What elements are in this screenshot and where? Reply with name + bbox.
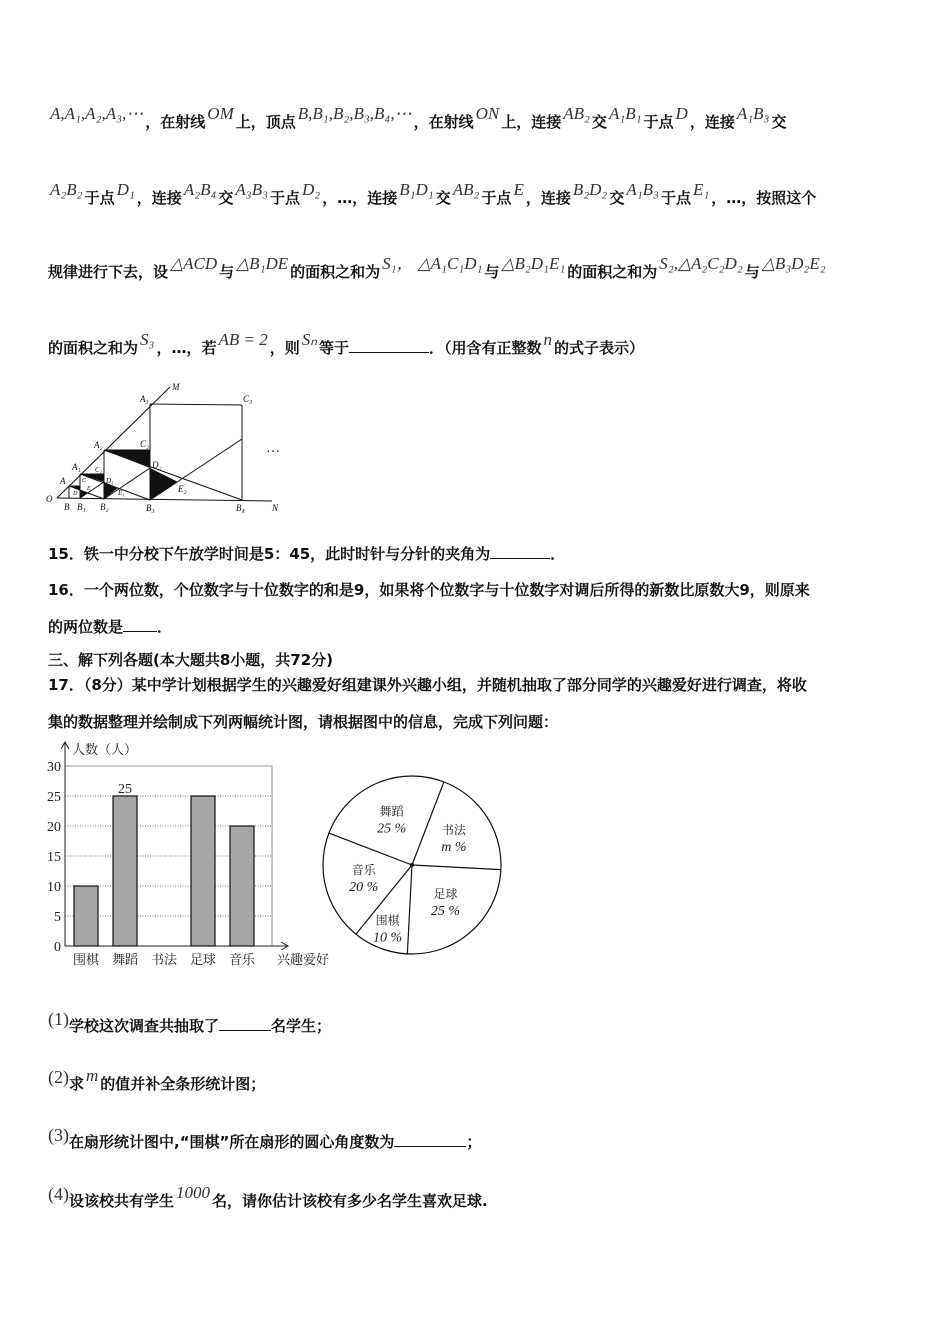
label-B2: B₂	[100, 502, 109, 512]
text: 交	[771, 113, 787, 131]
math-expression: A₁B₁	[608, 104, 642, 123]
text: 学校这次调查共抽取了	[69, 1017, 220, 1035]
bar-舞蹈	[113, 796, 137, 946]
label-D1: D₁	[106, 477, 114, 485]
label-N: N	[272, 503, 279, 513]
text: 名学生；	[271, 1017, 332, 1035]
math-expression: A₁B₃	[736, 104, 770, 123]
math-expression: D₁	[116, 180, 135, 199]
question-16-line-2	[48, 617, 910, 637]
math-expression: n	[543, 330, 553, 349]
label-B4: B₄	[236, 503, 245, 513]
answer-blank	[349, 338, 429, 353]
math-expression: △B₂D₁E₁	[501, 254, 566, 273]
y-tick-label: 0	[54, 940, 61, 955]
subquestion-number: (2)	[48, 1067, 69, 1087]
text: 上，连接	[501, 113, 562, 131]
pie-slice-value: 10 %	[373, 930, 403, 946]
text: 的面积之和为	[48, 339, 139, 357]
text: 的面积之和为	[567, 263, 658, 281]
x-axis-label: 兴趣爱好	[277, 952, 330, 967]
pie-slice-value: 20 %	[349, 879, 379, 895]
text: ，在射线	[145, 113, 206, 131]
text: 与	[744, 263, 760, 281]
text: 与	[219, 263, 235, 281]
text: 求	[69, 1075, 85, 1093]
pie-center	[410, 863, 414, 867]
subquestion-1	[48, 1009, 910, 1036]
label-C: C	[82, 478, 87, 484]
label-E2: E₂	[178, 484, 187, 494]
text: 15．铁一中分校下午放学时间是5：45，此时时针与分针的夹角为	[48, 545, 491, 563]
math-expression: S₂,△A₂C₂D₂	[659, 254, 743, 273]
label-C1: C₁	[95, 466, 103, 474]
math-expression: B₂D₂	[572, 180, 608, 199]
bar-音乐	[230, 826, 254, 946]
math-expression: B,B₁,B₂,B₃,B₄,⋯	[297, 104, 412, 123]
math-expression: AB₂	[563, 104, 590, 123]
text: 于点	[481, 189, 512, 207]
q14-line-1	[48, 104, 910, 132]
pie-slice-label-音乐: 音乐	[351, 862, 376, 877]
q14-line-3	[48, 254, 910, 282]
y-tick-label: 10	[47, 880, 61, 895]
answer-blank	[490, 544, 550, 559]
answer-blank	[123, 617, 157, 632]
pie-slice-value: 25 %	[377, 821, 407, 837]
label-B: B	[64, 502, 70, 512]
math-expression: B₁D₁	[399, 180, 434, 199]
subquestion-4	[48, 1183, 910, 1211]
bar-足球	[191, 796, 215, 946]
pie-slice-label-书法: 书法	[441, 822, 466, 837]
math-expression: S₁，	[382, 254, 414, 273]
question-16-line-1	[48, 580, 910, 600]
subquestion-number: (1)	[48, 1009, 69, 1029]
label-C3: C₃	[243, 394, 253, 404]
q14-line-4	[48, 330, 910, 358]
y-tick-label: 30	[47, 760, 61, 775]
text: ．	[157, 618, 173, 636]
subquestion-3	[48, 1125, 910, 1152]
math-expression: m	[86, 1066, 99, 1085]
text: 等于	[319, 339, 350, 357]
ellipsis: ···	[266, 445, 280, 460]
x-tick-label: 书法	[150, 952, 178, 967]
q14-line-2	[48, 180, 910, 208]
text: ．	[550, 545, 566, 563]
text: 交	[218, 189, 234, 207]
pie-chart	[310, 760, 520, 970]
math-expression: △B₃D₂E₂	[761, 254, 826, 273]
math-expression: ON	[475, 104, 500, 123]
text: ，连接	[525, 189, 571, 207]
label-A3: A₃	[140, 394, 149, 404]
math-expression: AB₂	[452, 180, 480, 199]
math-expression: D	[675, 104, 688, 123]
text: ，连接	[136, 189, 182, 207]
text: 于点	[643, 113, 674, 131]
math-expression: △B₁DE	[236, 254, 289, 273]
text: 的面积之和为	[290, 263, 381, 281]
math-expression: △A₁C₁D₁	[417, 254, 483, 273]
text: 于点	[270, 189, 301, 207]
math-expression: Sₙ	[301, 330, 317, 349]
text: 的值并补全条形统计图；	[100, 1075, 266, 1093]
label-C2: C₂	[140, 439, 150, 449]
answer-blank	[394, 1132, 466, 1147]
label-A1: A₁	[72, 462, 81, 472]
subquestion-number: (3)	[48, 1125, 69, 1145]
geometry-figure	[40, 380, 320, 520]
text: 于点	[660, 189, 691, 207]
label-A: A	[60, 476, 66, 486]
label-B1: B₁	[77, 502, 86, 512]
math-expression: A₁B₃	[626, 180, 659, 199]
label-D2: D₂	[152, 460, 162, 470]
math-expression: △ACD	[170, 254, 218, 273]
text: 的式子表示）	[554, 339, 645, 357]
question-17-line-1	[48, 675, 910, 695]
section-3-heading	[48, 650, 910, 670]
text: 17．（8分）某中学计划根据学生的兴趣爱好组建课外兴趣小组，并随机抽取了部分同学的兴趣爱好进行调查，将收	[48, 676, 807, 694]
text: 规律进行下去，设	[48, 263, 169, 281]
x-tick-label: 足球	[189, 952, 217, 967]
text: ．（用含有正整数	[429, 339, 542, 357]
text: 集的数据整理并绘制成下列两幅统计图，请根据图中的信息，完成下列问题：	[48, 713, 559, 731]
text: 交	[435, 189, 451, 207]
math-expression: A,A₁,A₂,A₃,⋯	[50, 104, 144, 123]
math-expression: E₁	[692, 180, 710, 199]
label-O: O	[46, 494, 53, 504]
text: ，…，按照这个	[711, 189, 817, 207]
text: 与	[484, 263, 500, 281]
math-expression: E	[513, 180, 524, 199]
y-tick-label: 20	[47, 820, 61, 835]
text: 上，顶点	[235, 113, 296, 131]
text: 名，请你估计该校有多少名学生喜欢足球.	[212, 1192, 488, 1210]
subquestion-number: (4)	[48, 1184, 69, 1204]
text: 交	[591, 113, 607, 131]
text: ，连接	[689, 113, 735, 131]
answer-blank	[219, 1016, 271, 1031]
label-E1: E₁	[118, 489, 125, 497]
pie-slice-label-舞蹈: 舞蹈	[379, 804, 404, 819]
text: 16．一个两位数，个位数字与十位数字的和是9，如果将个位数字与十位数字对调后所得的新数比原数大9，则原来	[48, 581, 810, 599]
label-B3: B₃	[146, 503, 155, 513]
math-expression: OM	[207, 104, 234, 123]
y-tick-label: 25	[47, 790, 61, 805]
text: 的两位数是	[48, 618, 124, 636]
data-label: 25	[118, 782, 132, 797]
text: ，则	[269, 339, 300, 357]
text: 在扇形统计图中,“围棋”所在扇形的圆心角度数为	[69, 1133, 395, 1151]
math-expression: D₂	[302, 180, 321, 199]
text: 三、解下列各题(本大题共8小题，共72分)	[48, 651, 334, 669]
label-A2: A₂	[94, 440, 103, 450]
pie-slice-label-围棋: 围棋	[375, 913, 400, 928]
y-tick-label: 15	[47, 850, 61, 865]
math-expression: AB = 2	[218, 330, 268, 349]
bar-chart	[40, 740, 350, 975]
text: 设该校共有学生	[69, 1192, 175, 1210]
text: ，…，若	[156, 339, 217, 357]
text: ；	[466, 1133, 482, 1151]
x-tick-label: 围棋	[72, 952, 100, 967]
math-expression: S₃	[140, 330, 155, 349]
x-tick-label: 舞蹈	[111, 952, 139, 967]
pie-slice-value: m %	[441, 839, 467, 855]
text: ，在射线	[413, 113, 474, 131]
question-15	[48, 544, 910, 564]
pie-slice-label-足球: 足球	[433, 887, 458, 902]
text: 交	[609, 189, 625, 207]
x-tick-label: 音乐	[228, 952, 256, 967]
text: ，…，连接	[322, 189, 398, 207]
text: 于点	[84, 189, 115, 207]
y-tick-label: 5	[54, 910, 61, 925]
subquestion-2	[48, 1066, 910, 1094]
label-M: M	[172, 382, 180, 392]
label-E: E	[87, 486, 91, 492]
math-expression: A₂B₂	[50, 180, 83, 199]
math-expression: A₃B₃	[235, 180, 269, 199]
pie-slice-value: 25 %	[430, 904, 461, 920]
math-expression: 1000	[176, 1183, 211, 1202]
label-D: D	[73, 491, 78, 497]
bar-围棋	[74, 886, 98, 946]
math-expression: A₂B₄	[183, 180, 217, 199]
question-17-line-2	[48, 712, 910, 732]
y-axis-label: 人数（人）	[72, 742, 138, 757]
